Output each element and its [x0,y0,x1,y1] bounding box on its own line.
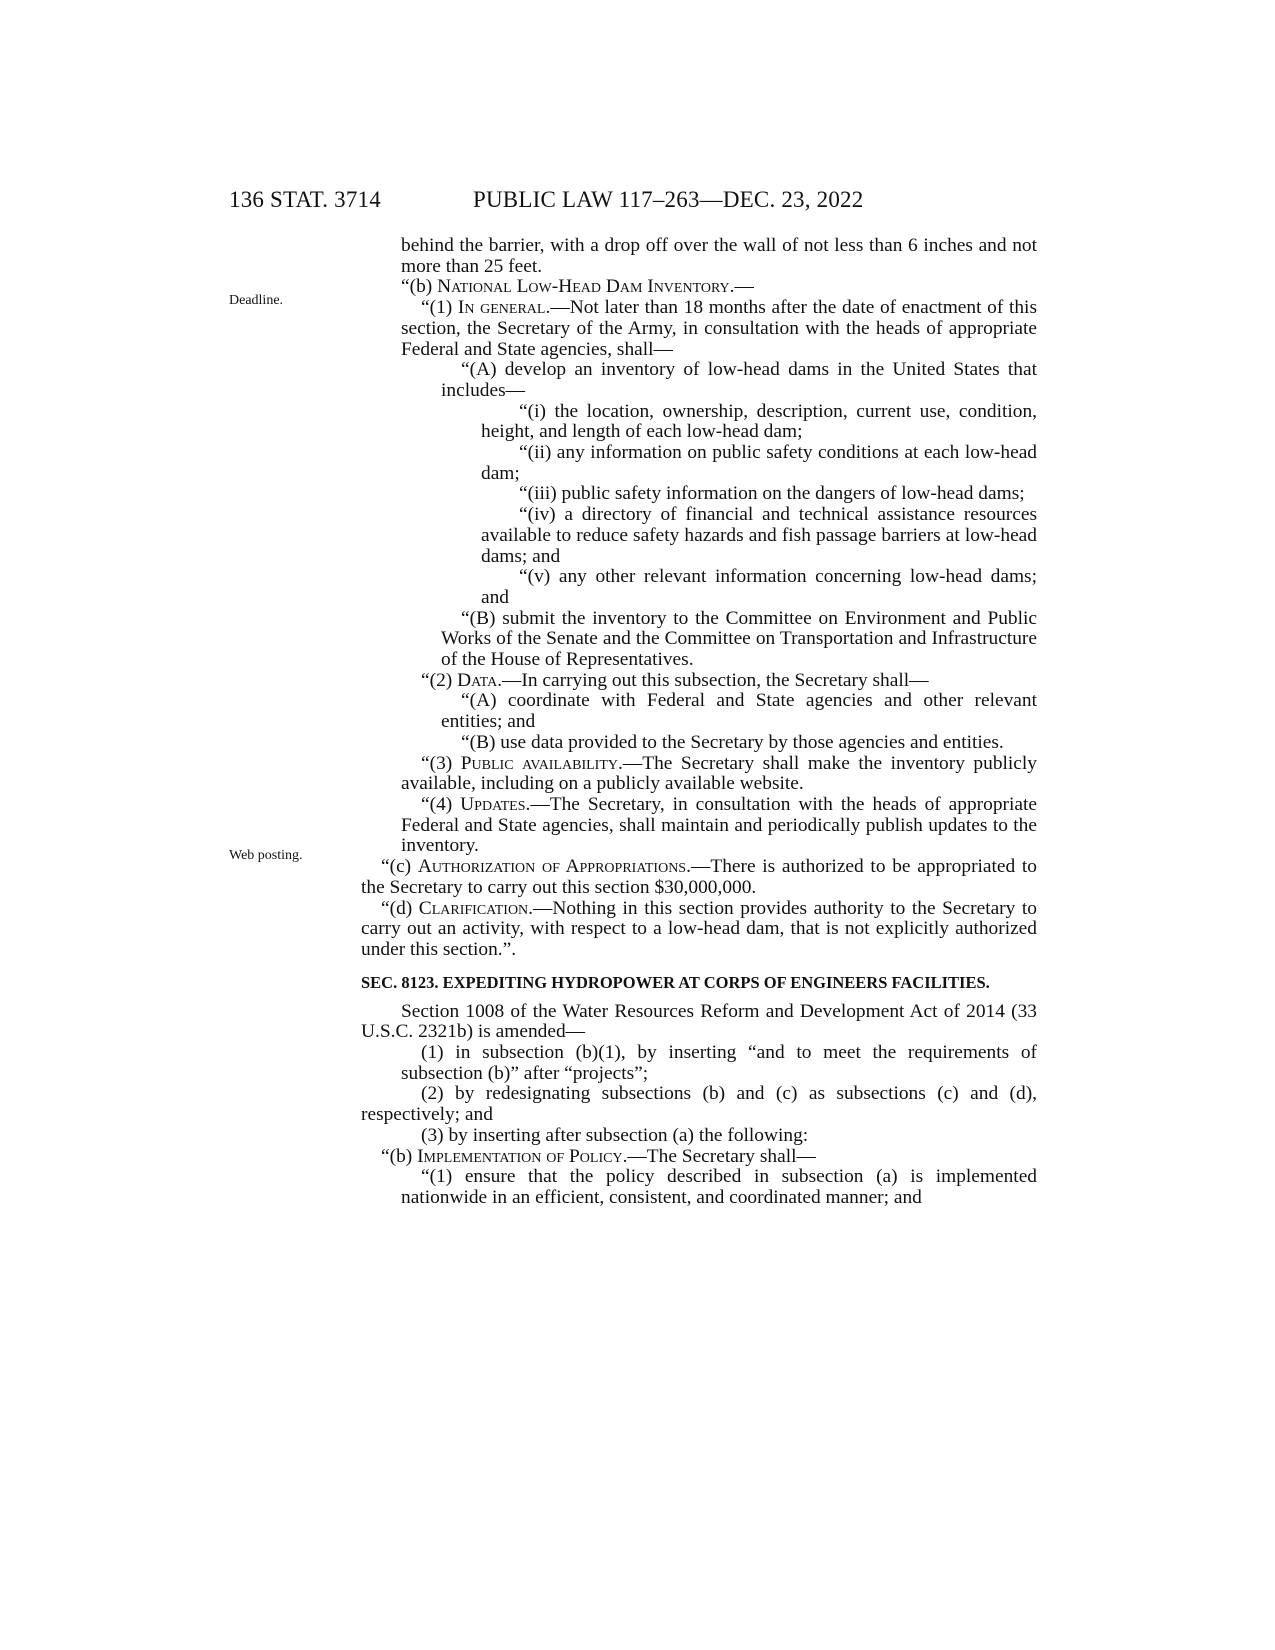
subsection-b-heading: “(b) National Low-Head Dam Inventory.— [401,276,754,298]
clause-ii: “(ii) any information on public safety conditions at each low-head dam; [481,442,1037,484]
body-text [361,235,1037,1209]
margin-note-deadline: Deadline. [229,293,284,308]
paragraph-1: “(1) In general.—Not later than 18 months after the date of enactment of this section, the Secretary of the Army, in consultation with the heads of appropriate Federal and State agencies, shall— [401,297,1037,360]
subparagraph-B: “(B) submit the inventory to the Committee on Environment and Public Works of the Senate and the Committee on Transportation and Infrastructure of the House of Representatives. [441,607,1037,671]
paragraph-4: “(4) Updates.—The Secretary, in consultation with the heads of appropriate Federal and State agencies, shall maintain and periodically publish updates to the inventory. [401,793,1037,857]
paragraph-3: “(3) Public availability.—The Secretary shall make the inventory publicly available, including on a publicly available website. [401,752,1037,795]
amendment-1: (1) in subsection (b)(1), by inserting “and to meet the requirements of subsection (b)” after “projects”; [401,1042,1037,1084]
clause-i: “(i) the location, ownership, description, current use, condition, height, and length of each low-head dam; [481,400,1037,443]
running-head: PUBLIC LAW 117–263—DEC. 23, 2022 [473,187,864,212]
subsection-c: “(c) Authorization of Appropriations.—There is authorized to be appropriated to the Secretary to carry out this section $30,000,000. [361,856,1037,898]
page-citation: 136 STAT. 3714 [229,187,381,212]
clause-iv: “(iv) a directory of financial and technical assistance resources available to reduce safety hazards and fish passage barriers at low-head dams; and [481,504,1037,567]
amendment-2: (2) by redesignating subsections (b) and (c) as subsections (c) and (d), respectively; and [361,1083,1037,1126]
new-subsection-b: “(b) Implementation of Policy.—The Secretary shall— [381,1145,816,1167]
clause-v: “(v) any other relevant information concerning low-head dams; and [481,566,1037,608]
section-heading: SEC. 8123. EXPEDITING HYDROPOWER AT CORPS OF ENGINEERS FACILITIES. [361,972,990,992]
subparagraph-A: “(A) develop an inventory of low-head dams in the United States that includes— [441,359,1037,401]
new-subsection-b-paragraph-1: “(1) ensure that the policy described in subsection (a) is implemented nationwide in an efficient, consistent, and coordinated manner; and [401,1166,1037,1208]
paragraph-2: “(2) Data.—In carrying out this subsection, the Secretary shall— [421,669,929,691]
paragraph-2-subparagraph-A: “(A) coordinate with Federal and State agencies and other relevant entities; and [441,690,1037,733]
subsection-d: “(d) Clarification.—Nothing in this section provides authority to the Secretary to carry out an activity, with respect to a low-head dam, that is not explicitly authorized under this section.”. [361,897,1037,960]
clause-iii: “(iii) public safety information on the dangers of low-head dams; [519,483,1025,505]
margin-note-web-posting: Web posting. [229,848,303,863]
amendment-3: (3) by inserting after subsection (a) the following: [421,1124,809,1146]
section-intro: Section 1008 of the Water Resources Reform and Development Act of 2014 (33 U.S.C. 2321b) is amended— [361,1000,1037,1043]
paragraph-2-subparagraph-B: “(B) use data provided to the Secretary by those agencies and entities. [461,731,1004,753]
paragraph-continuation: behind the barrier, with a drop off over the wall of not less than 6 inches and not more than 25 feet. [401,235,1037,277]
